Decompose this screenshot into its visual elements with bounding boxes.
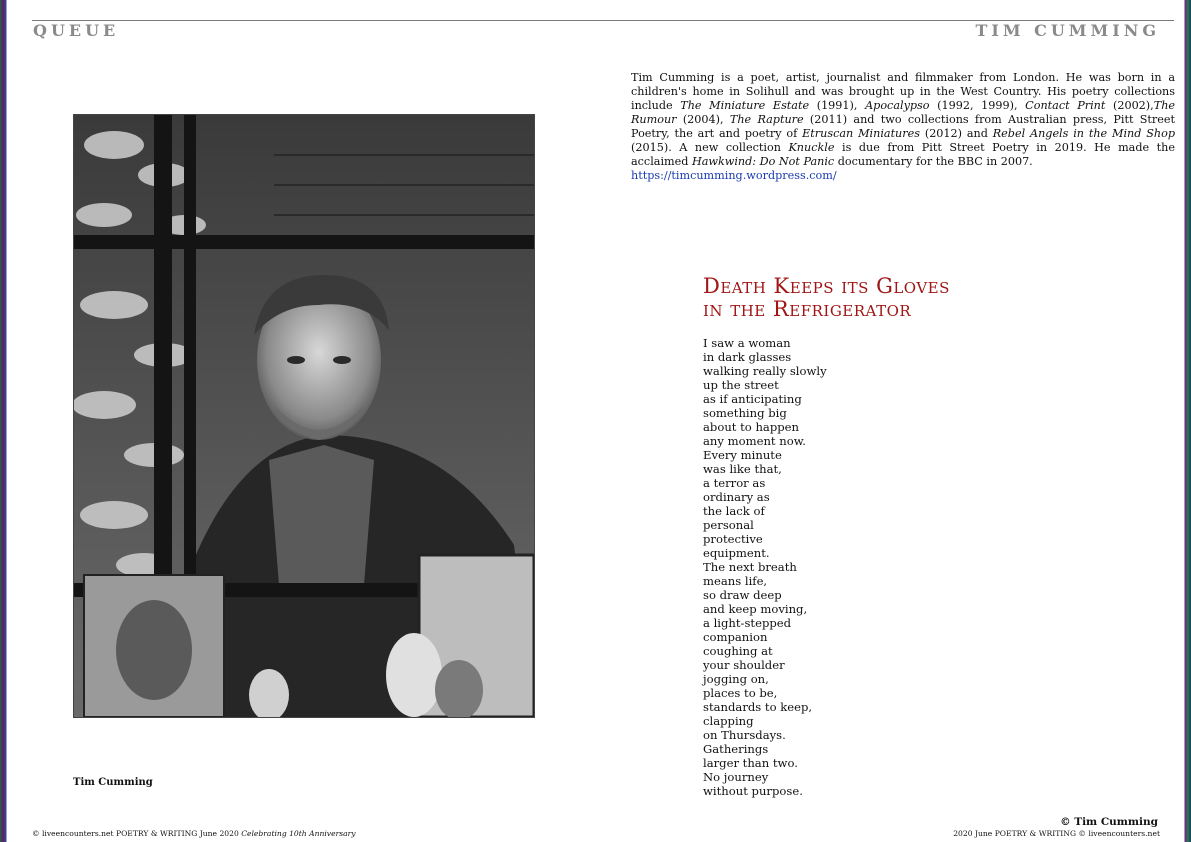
- poem-line: equipment.: [703, 546, 770, 560]
- poem-line: up the street: [703, 378, 779, 392]
- poem-line: a light-stepped: [703, 616, 792, 630]
- poem-line: on Thursdays.: [703, 728, 786, 742]
- copyright-notice: © Tim Cumming: [1060, 816, 1158, 828]
- poem-line: in dark glasses: [703, 350, 792, 364]
- poem-line: No journey: [703, 770, 769, 784]
- footer-left: © liveencounters.net POETRY & WRITING June 2020 Celebrating 10th Anniversary: [32, 829, 356, 838]
- poem-line: as if anticipating: [703, 392, 802, 406]
- poem-line: jogging on,: [703, 672, 769, 686]
- poem-line: without purpose.: [703, 784, 803, 798]
- poem-line: about to happen: [703, 420, 799, 434]
- poem-line: Every minute: [703, 448, 782, 462]
- poem-line: ordinary as: [703, 490, 770, 504]
- poem-line: companion: [703, 630, 768, 644]
- footer-right: 2020 June POETRY & WRITING © liveencounters.net: [953, 829, 1160, 838]
- poem-line: and keep moving,: [703, 602, 808, 616]
- poem-body: [703, 336, 827, 798]
- poem-line: was like that,: [703, 462, 782, 476]
- author-header: TIM CUMMING: [975, 21, 1160, 40]
- poem-title: Death Keeps its Gloves in the Refrigerator: [703, 274, 950, 321]
- poem-line: walking really slowly: [703, 364, 827, 378]
- poem-line: places to be,: [703, 686, 778, 700]
- poem-line: coughing at: [703, 644, 773, 658]
- poem-line: standards to keep,: [703, 700, 813, 714]
- poem-line: larger than two.: [703, 756, 798, 770]
- poem-line: a terror as: [703, 476, 766, 490]
- author-portrait-photo: [73, 114, 535, 718]
- poem-line: any moment now.: [703, 434, 806, 448]
- poem-line: so draw deep: [703, 588, 782, 602]
- section-header: QUEUE: [33, 21, 120, 40]
- author-website-link[interactable]: https://timcumming.wordpress.com/: [631, 169, 837, 182]
- poem-line: clapping: [703, 714, 754, 728]
- poem-line: the lack of: [703, 504, 765, 518]
- magazine-spread: [7, 0, 1184, 842]
- author-bio: Tim Cumming is a poet, artist, journalist and filmmaker from London. He was born in a children's home in Solihull and was brought up in the West Country. His poetry collections include The Miniature Estate (1991), Apocalypso (1992, 1999), Contact Print (2002),The Rumour (2004), The Rapture (2011) and two collections from Australian press, Pitt Street Poetry, the art and poetry of Etruscan Miniatures (2012) and Rebel Angels in the Mind Shop (2015). A new collection Knuckle is due from Pitt Street Poetry in 2019. He made the acclaimed Hawkwind: Do Not Panic documentary for the BBC in 2007. https://timcumming.wordpress.com/: [631, 71, 1176, 182]
- poem-line: personal: [703, 518, 754, 532]
- photo-caption: Tim Cumming: [73, 777, 153, 788]
- poem-line: I saw a woman: [703, 336, 791, 350]
- poem-line: means life,: [703, 574, 768, 588]
- portrait-illustration: [74, 115, 534, 717]
- poem-line: The next breath: [703, 560, 797, 574]
- poem-line: your shoulder: [703, 658, 785, 672]
- poem-line: something big: [703, 406, 787, 420]
- poem-line: protective: [703, 532, 763, 546]
- poem-line: Gatherings: [703, 742, 769, 756]
